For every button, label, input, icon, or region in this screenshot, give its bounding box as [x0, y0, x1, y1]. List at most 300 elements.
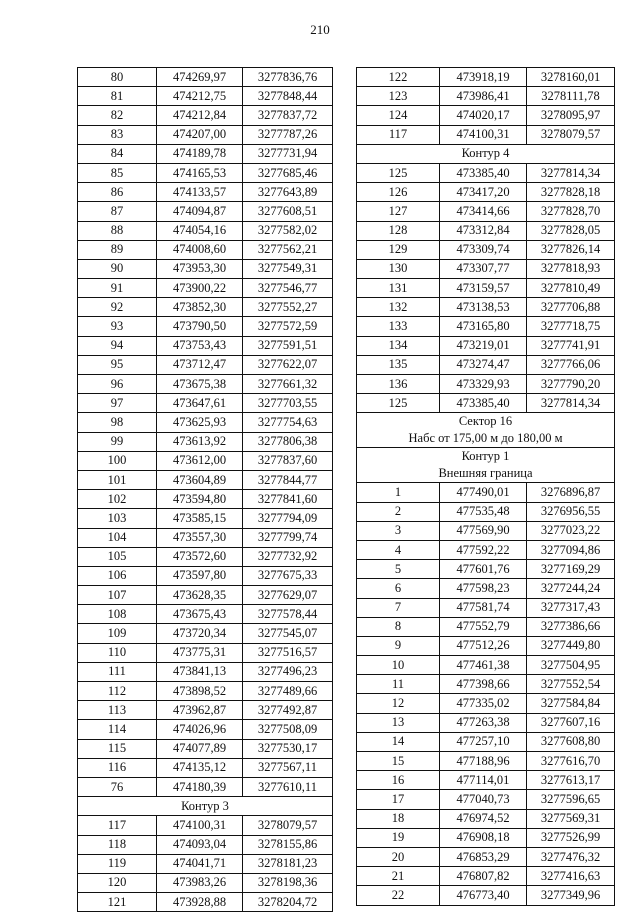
point-number-cell: 124: [357, 106, 440, 125]
y-coordinate-cell: 3277608,80: [527, 732, 615, 751]
y-coordinate-cell: 3277661,32: [243, 375, 333, 394]
y-coordinate-cell: 3277596,65: [527, 790, 615, 809]
y-coordinate-cell: 3278095,97: [527, 106, 615, 125]
x-coordinate-cell: 477461,38: [440, 656, 527, 675]
point-number-cell: 93: [78, 317, 157, 336]
section-heading-row: [78, 797, 333, 816]
y-coordinate-cell: 3277549,31: [243, 259, 333, 278]
point-number-cell: 4: [357, 540, 440, 559]
point-number-cell: 13: [357, 713, 440, 732]
table-row: [78, 835, 333, 854]
point-number-cell: 135: [357, 355, 440, 374]
table-row: [78, 528, 333, 547]
table-row: [78, 509, 333, 528]
y-coordinate-cell: 3277552,27: [243, 298, 333, 317]
x-coordinate-cell: 477335,02: [440, 694, 527, 713]
x-coordinate-cell: 473219,01: [440, 336, 527, 355]
y-coordinate-cell: 3277790,20: [527, 375, 615, 394]
y-coordinate-cell: 3277806,38: [243, 432, 333, 451]
x-coordinate-cell: 477263,38: [440, 713, 527, 732]
y-coordinate-cell: 3278204,72: [243, 893, 333, 912]
table-row: [357, 298, 615, 317]
y-coordinate-cell: 3277818,93: [527, 259, 615, 278]
point-number-cell: 94: [78, 336, 157, 355]
x-coordinate-cell: 477512,26: [440, 636, 527, 655]
section-heading: [357, 413, 615, 448]
point-number-cell: 104: [78, 528, 157, 547]
x-coordinate-cell: 473953,30: [157, 259, 243, 278]
x-coordinate-cell: 474165,53: [157, 163, 243, 182]
y-coordinate-cell: 3277826,14: [527, 240, 615, 259]
table-row: [78, 394, 333, 413]
point-number-cell: 97: [78, 394, 157, 413]
x-coordinate-cell: 473417,20: [440, 183, 527, 202]
y-coordinate-cell: 3277754,63: [243, 413, 333, 432]
x-coordinate-cell: 473675,43: [157, 605, 243, 624]
y-coordinate-cell: 3277552,54: [527, 675, 615, 694]
point-number-cell: 11: [357, 675, 440, 694]
y-coordinate-cell: 3277814,34: [527, 394, 615, 413]
point-number-cell: 22: [357, 886, 440, 905]
point-number-cell: 111: [78, 662, 157, 681]
section-heading-row: [357, 448, 615, 483]
x-coordinate-cell: 473898,52: [157, 682, 243, 701]
y-coordinate-cell: 3277607,16: [527, 713, 615, 732]
y-coordinate-cell: 3277492,87: [243, 701, 333, 720]
y-coordinate-cell: 3277546,77: [243, 279, 333, 298]
section-heading: [357, 448, 615, 483]
y-coordinate-cell: 3277731,94: [243, 144, 333, 163]
table-row: [78, 144, 333, 163]
point-number-cell: 10: [357, 656, 440, 675]
y-coordinate-cell: 3277526,99: [527, 828, 615, 847]
table-row: [357, 125, 615, 144]
table-row: [78, 163, 333, 182]
x-coordinate-cell: 474094,87: [157, 202, 243, 221]
y-coordinate-cell: 3277569,31: [527, 809, 615, 828]
section-heading-line: Контур 3: [181, 798, 229, 813]
y-coordinate-cell: 3277416,63: [527, 867, 615, 886]
x-coordinate-cell: 473612,00: [157, 451, 243, 470]
y-coordinate-cell: 3278155,86: [243, 835, 333, 854]
x-coordinate-cell: 477535,48: [440, 502, 527, 521]
x-coordinate-cell: 477601,76: [440, 560, 527, 579]
point-number-cell: 132: [357, 298, 440, 317]
y-coordinate-cell: 3277584,84: [527, 694, 615, 713]
point-number-cell: 100: [78, 451, 157, 470]
y-coordinate-cell: 3277591,51: [243, 336, 333, 355]
table-row: [78, 68, 333, 87]
x-coordinate-cell: 477040,73: [440, 790, 527, 809]
table-row: [357, 636, 615, 655]
table-row: [78, 298, 333, 317]
y-coordinate-cell: 3276896,87: [527, 483, 615, 502]
point-number-cell: 108: [78, 605, 157, 624]
x-coordinate-cell: 473841,13: [157, 662, 243, 681]
point-number-cell: 105: [78, 547, 157, 566]
section-heading-line: Контур 4: [461, 146, 510, 161]
x-coordinate-cell: 474207,00: [157, 125, 243, 144]
x-coordinate-cell: 474180,39: [157, 777, 243, 796]
point-number-cell: 16: [357, 771, 440, 790]
point-number-cell: 107: [78, 586, 157, 605]
x-coordinate-cell: 477592,22: [440, 540, 527, 559]
x-coordinate-cell: 473385,40: [440, 394, 527, 413]
y-coordinate-cell: 3277787,26: [243, 125, 333, 144]
point-number-cell: 125: [357, 163, 440, 182]
table-row: [78, 125, 333, 144]
y-coordinate-cell: 3278198,36: [243, 873, 333, 892]
table-row: [357, 867, 615, 886]
point-number-cell: 85: [78, 163, 157, 182]
table-row: [357, 163, 615, 182]
coordinates-table-right: [356, 67, 615, 906]
y-coordinate-cell: 3277504,95: [527, 656, 615, 675]
x-coordinate-cell: 473604,89: [157, 470, 243, 489]
y-coordinate-cell: 3277629,07: [243, 586, 333, 605]
y-coordinate-cell: 3277496,23: [243, 662, 333, 681]
y-coordinate-cell: 3278160,01: [527, 68, 615, 87]
x-coordinate-cell: 473613,92: [157, 432, 243, 451]
point-number-cell: 131: [357, 279, 440, 298]
point-number-cell: 134: [357, 336, 440, 355]
table-row: [357, 221, 615, 240]
table-row: [78, 279, 333, 298]
table-body-left: [78, 68, 333, 912]
table-row: [78, 240, 333, 259]
table-row: [357, 259, 615, 278]
point-number-cell: 122: [357, 68, 440, 87]
y-coordinate-cell: 3277023,22: [527, 521, 615, 540]
y-coordinate-cell: 3277837,60: [243, 451, 333, 470]
table-row: [78, 221, 333, 240]
y-coordinate-cell: 3277094,86: [527, 540, 615, 559]
point-number-cell: 1: [357, 483, 440, 502]
x-coordinate-cell: 473414,66: [440, 202, 527, 221]
x-coordinate-cell: 473309,74: [440, 240, 527, 259]
y-coordinate-cell: 3277766,06: [527, 355, 615, 374]
table-row: [78, 355, 333, 374]
table-row: [357, 355, 615, 374]
y-coordinate-cell: 3277622,07: [243, 355, 333, 374]
y-coordinate-cell: 3277582,02: [243, 221, 333, 240]
point-number-cell: 76: [78, 777, 157, 796]
table-body-right: [357, 68, 615, 906]
y-coordinate-cell: 3277545,07: [243, 624, 333, 643]
point-number-cell: 110: [78, 643, 157, 662]
x-coordinate-cell: 473675,38: [157, 375, 243, 394]
x-coordinate-cell: 474135,12: [157, 758, 243, 777]
y-coordinate-cell: 3277810,49: [527, 279, 615, 298]
table-row: [78, 413, 333, 432]
point-number-cell: 6: [357, 579, 440, 598]
table-row: [78, 183, 333, 202]
x-coordinate-cell: 473585,15: [157, 509, 243, 528]
y-coordinate-cell: 3277476,32: [527, 847, 615, 866]
table-row: [78, 336, 333, 355]
table-row: [78, 87, 333, 106]
table-row: [357, 579, 615, 598]
point-number-cell: 127: [357, 202, 440, 221]
point-number-cell: 136: [357, 375, 440, 394]
point-number-cell: 129: [357, 240, 440, 259]
x-coordinate-cell: 474212,84: [157, 106, 243, 125]
point-number-cell: 20: [357, 847, 440, 866]
table-row: [357, 106, 615, 125]
table-row: [357, 394, 615, 413]
point-number-cell: 5: [357, 560, 440, 579]
x-coordinate-cell: 474093,04: [157, 835, 243, 854]
y-coordinate-cell: 3277848,44: [243, 87, 333, 106]
point-number-cell: 99: [78, 432, 157, 451]
table-row: [357, 483, 615, 502]
x-coordinate-cell: 473962,87: [157, 701, 243, 720]
point-number-cell: 2: [357, 502, 440, 521]
x-coordinate-cell: 474189,78: [157, 144, 243, 163]
section-heading-line: Контур 1: [461, 449, 510, 464]
point-number-cell: 113: [78, 701, 157, 720]
section-heading-row: [357, 144, 615, 163]
y-coordinate-cell: 3277732,92: [243, 547, 333, 566]
y-coordinate-cell: 3278079,57: [527, 125, 615, 144]
x-coordinate-cell: 476974,52: [440, 809, 527, 828]
x-coordinate-cell: 473329,93: [440, 375, 527, 394]
table-row: [357, 752, 615, 771]
y-coordinate-cell: 3277837,72: [243, 106, 333, 125]
point-number-cell: 80: [78, 68, 157, 87]
table-row: [78, 720, 333, 739]
x-coordinate-cell: 473775,31: [157, 643, 243, 662]
x-coordinate-cell: 473852,30: [157, 298, 243, 317]
y-coordinate-cell: 3277703,55: [243, 394, 333, 413]
table-row: [78, 605, 333, 624]
point-number-cell: 89: [78, 240, 157, 259]
point-number-cell: 123: [357, 87, 440, 106]
x-coordinate-cell: 476908,18: [440, 828, 527, 847]
x-coordinate-cell: 477581,74: [440, 598, 527, 617]
x-coordinate-cell: 474020,17: [440, 106, 527, 125]
y-coordinate-cell: 3277828,70: [527, 202, 615, 221]
table-row: [357, 713, 615, 732]
table-row: [357, 560, 615, 579]
table-row: [357, 656, 615, 675]
x-coordinate-cell: 473274,47: [440, 355, 527, 374]
table-row: [357, 828, 615, 847]
y-coordinate-cell: 3277675,33: [243, 566, 333, 585]
y-coordinate-cell: 3277828,05: [527, 221, 615, 240]
table-row: [357, 502, 615, 521]
y-coordinate-cell: 3276956,55: [527, 502, 615, 521]
table-row: [78, 893, 333, 912]
page-number: 210: [310, 22, 330, 37]
table-row: [357, 617, 615, 636]
table-row: [78, 586, 333, 605]
y-coordinate-cell: 3277608,51: [243, 202, 333, 221]
table-row: [78, 566, 333, 585]
x-coordinate-cell: 473628,35: [157, 586, 243, 605]
point-number-cell: 95: [78, 355, 157, 374]
point-number-cell: 130: [357, 259, 440, 278]
point-number-cell: 90: [78, 259, 157, 278]
table-row: [78, 777, 333, 796]
y-coordinate-cell: 3277610,11: [243, 777, 333, 796]
coordinates-table-left: [77, 67, 333, 912]
y-coordinate-cell: 3277706,88: [527, 298, 615, 317]
table-row: [357, 521, 615, 540]
y-coordinate-cell: 3277643,89: [243, 183, 333, 202]
table-row: [78, 432, 333, 451]
point-number-cell: 120: [78, 873, 157, 892]
y-coordinate-cell: 3277836,76: [243, 68, 333, 87]
table-row: [357, 598, 615, 617]
point-number-cell: 14: [357, 732, 440, 751]
y-coordinate-cell: 3278079,57: [243, 816, 333, 835]
y-coordinate-cell: 3277386,66: [527, 617, 615, 636]
x-coordinate-cell: 473986,41: [440, 87, 527, 106]
table-row: [78, 758, 333, 777]
x-coordinate-cell: 473138,53: [440, 298, 527, 317]
y-coordinate-cell: 3277489,66: [243, 682, 333, 701]
table-row: [78, 470, 333, 489]
y-coordinate-cell: 3278181,23: [243, 854, 333, 873]
point-number-cell: 12: [357, 694, 440, 713]
table-row: [78, 490, 333, 509]
y-coordinate-cell: 3277317,43: [527, 598, 615, 617]
table-row: [357, 87, 615, 106]
table-row: [357, 540, 615, 559]
x-coordinate-cell: 477114,01: [440, 771, 527, 790]
table-row: [78, 624, 333, 643]
y-coordinate-cell: 3277530,17: [243, 739, 333, 758]
y-coordinate-cell: 3277685,46: [243, 163, 333, 182]
y-coordinate-cell: 3277349,96: [527, 886, 615, 905]
section-heading-line: Сектор 16: [458, 414, 513, 429]
point-number-cell: 112: [78, 682, 157, 701]
table-row: [357, 279, 615, 298]
table-row: [78, 701, 333, 720]
point-number-cell: 101: [78, 470, 157, 489]
y-coordinate-cell: 3277572,59: [243, 317, 333, 336]
x-coordinate-cell: 473712,47: [157, 355, 243, 374]
table-row: [78, 202, 333, 221]
table-row: [78, 259, 333, 278]
table-row: [357, 809, 615, 828]
x-coordinate-cell: 474212,75: [157, 87, 243, 106]
table-row: [357, 732, 615, 751]
table-row: [78, 106, 333, 125]
y-coordinate-cell: 3277718,75: [527, 317, 615, 336]
point-number-cell: 103: [78, 509, 157, 528]
x-coordinate-cell: 473928,88: [157, 893, 243, 912]
point-number-cell: 98: [78, 413, 157, 432]
y-coordinate-cell: 3277578,44: [243, 605, 333, 624]
point-number-cell: 9: [357, 636, 440, 655]
x-coordinate-cell: 473918,19: [440, 68, 527, 87]
x-coordinate-cell: 474269,97: [157, 68, 243, 87]
x-coordinate-cell: 477569,90: [440, 521, 527, 540]
x-coordinate-cell: 473557,30: [157, 528, 243, 547]
x-coordinate-cell: 477188,96: [440, 752, 527, 771]
x-coordinate-cell: 477490,01: [440, 483, 527, 502]
point-number-cell: 117: [78, 816, 157, 835]
y-coordinate-cell: 3277449,80: [527, 636, 615, 655]
x-coordinate-cell: 474054,16: [157, 221, 243, 240]
section-heading-row: [357, 413, 615, 448]
x-coordinate-cell: 474026,96: [157, 720, 243, 739]
point-number-cell: 117: [357, 125, 440, 144]
point-number-cell: 21: [357, 867, 440, 886]
point-number-cell: 119: [78, 854, 157, 873]
point-number-cell: 102: [78, 490, 157, 509]
y-coordinate-cell: 3277828,18: [527, 183, 615, 202]
x-coordinate-cell: 473720,34: [157, 624, 243, 643]
y-coordinate-cell: 3277169,29: [527, 560, 615, 579]
point-number-cell: 126: [357, 183, 440, 202]
y-coordinate-cell: 3277794,09: [243, 509, 333, 528]
x-coordinate-cell: 473625,93: [157, 413, 243, 432]
table-row: [78, 682, 333, 701]
y-coordinate-cell: 3277799,74: [243, 528, 333, 547]
point-number-cell: 115: [78, 739, 157, 758]
point-number-cell: 3: [357, 521, 440, 540]
x-coordinate-cell: 477552,79: [440, 617, 527, 636]
section-heading: [357, 144, 615, 163]
point-number-cell: 106: [78, 566, 157, 585]
y-coordinate-cell: 3277616,70: [527, 752, 615, 771]
table-row: [78, 873, 333, 892]
table-row: [357, 771, 615, 790]
y-coordinate-cell: 3277567,11: [243, 758, 333, 777]
y-coordinate-cell: 3277516,57: [243, 643, 333, 662]
point-number-cell: 19: [357, 828, 440, 847]
x-coordinate-cell: 473165,80: [440, 317, 527, 336]
point-number-cell: 116: [78, 758, 157, 777]
point-number-cell: 15: [357, 752, 440, 771]
point-number-cell: 133: [357, 317, 440, 336]
table-row: [357, 790, 615, 809]
point-number-cell: 82: [78, 106, 157, 125]
y-coordinate-cell: 3277508,09: [243, 720, 333, 739]
point-number-cell: 18: [357, 809, 440, 828]
section-heading-line: Внешняя граница: [438, 466, 533, 481]
point-number-cell: 96: [78, 375, 157, 394]
table-row: [357, 317, 615, 336]
x-coordinate-cell: 474041,71: [157, 854, 243, 873]
point-number-cell: 128: [357, 221, 440, 240]
y-coordinate-cell: 3277244,24: [527, 579, 615, 598]
point-number-cell: 8: [357, 617, 440, 636]
table-row: [78, 643, 333, 662]
table-row: [357, 240, 615, 259]
x-coordinate-cell: 476773,40: [440, 886, 527, 905]
x-coordinate-cell: 473900,22: [157, 279, 243, 298]
y-coordinate-cell: 3277814,34: [527, 163, 615, 182]
table-row: [357, 336, 615, 355]
point-number-cell: 91: [78, 279, 157, 298]
x-coordinate-cell: 474100,31: [440, 125, 527, 144]
x-coordinate-cell: 473597,80: [157, 566, 243, 585]
point-number-cell: 83: [78, 125, 157, 144]
point-number-cell: 125: [357, 394, 440, 413]
table-row: [357, 694, 615, 713]
x-coordinate-cell: 474008,60: [157, 240, 243, 259]
x-coordinate-cell: 473312,84: [440, 221, 527, 240]
table-row: [78, 375, 333, 394]
x-coordinate-cell: 477398,66: [440, 675, 527, 694]
table-row: [78, 662, 333, 681]
table-row: [357, 202, 615, 221]
x-coordinate-cell: 473983,26: [157, 873, 243, 892]
